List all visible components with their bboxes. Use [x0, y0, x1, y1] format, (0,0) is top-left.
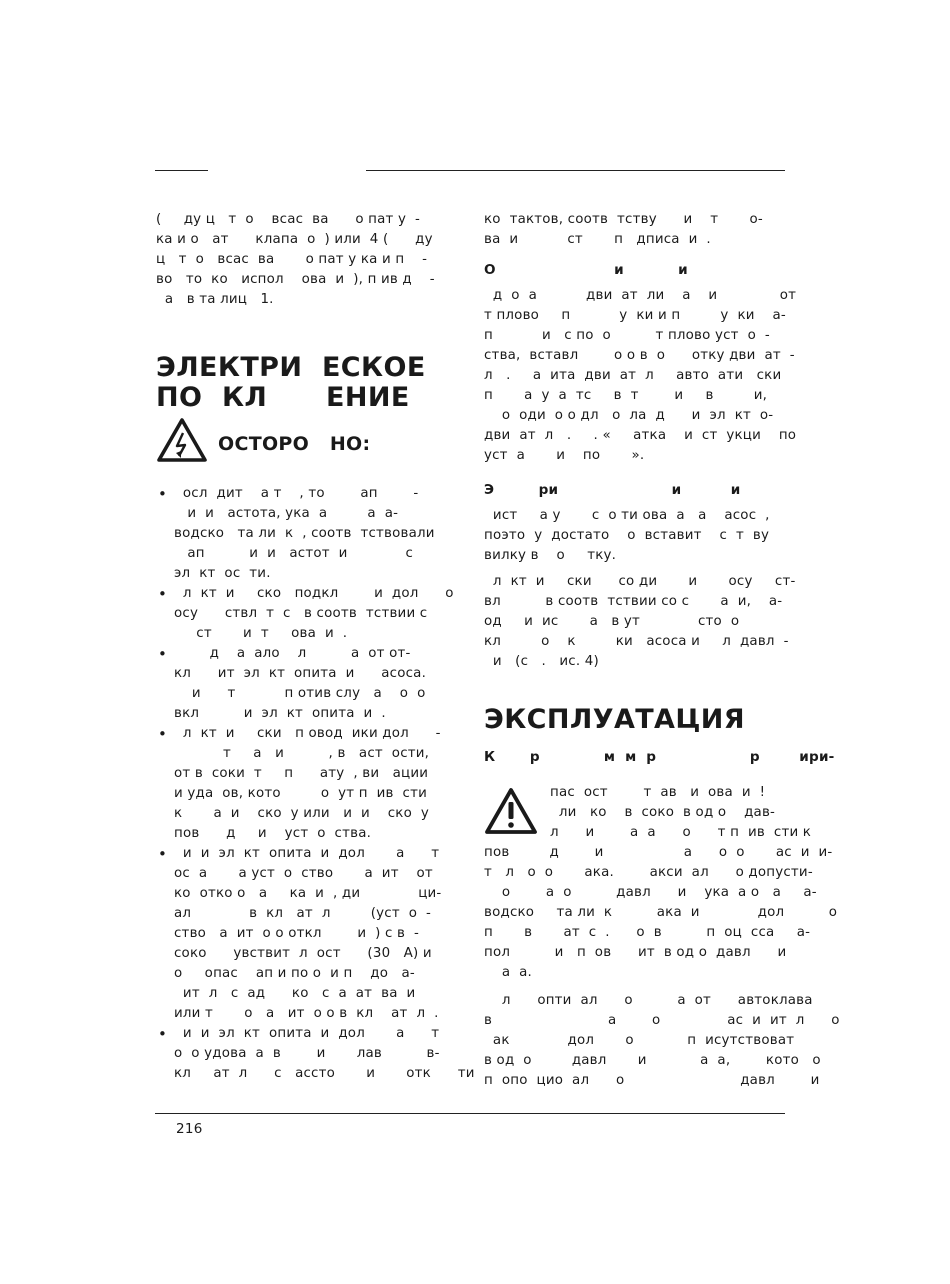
text-line: л . а ита дви ат л авто ати ски — [484, 368, 782, 383]
text-line: а в та лиц 1. — [156, 292, 274, 307]
text-line: п в ат с . о в п оц сса а- — [484, 925, 811, 940]
text-line: • и и эл кт опита и дол а т — [174, 1026, 440, 1041]
text-line: ли ко в соко в од о дав- — [550, 805, 776, 820]
text-line: кл о к ки асоса и л давл - — [484, 634, 789, 649]
text-line: п и с по о т плово уст о - — [484, 328, 770, 343]
continued-text — [484, 210, 784, 250]
text-line: о а о давл и ука а о а а- — [484, 885, 817, 900]
text-line: • д а ало л а от от- — [174, 646, 411, 661]
text-line: ства, вставл о о в о отку дви ат - — [484, 348, 795, 363]
text-line: к а и ско у или и и ско у — [174, 806, 430, 821]
text-line: п опо цио ал о давл и — [484, 1073, 820, 1088]
text-line: т л о о ака. акси ал о допусти- — [484, 865, 813, 880]
text-line: ко отко о а ка и , ди ци- — [174, 886, 442, 901]
text-line: и (с . ис. 4) — [484, 654, 599, 669]
text-line: и т п отив слу а о о — [174, 686, 426, 701]
text-line: от в соки т п ату , ви ации — [174, 766, 429, 781]
text-line: осу ствл т с в соотв тствии с — [174, 606, 428, 621]
text-line: и и астота, ука а а а- — [174, 506, 399, 521]
text-line: а а. — [484, 965, 533, 980]
list-item — [156, 484, 456, 584]
text-line: ст и т ова и . — [174, 626, 348, 641]
pressure-text — [484, 991, 840, 1091]
text-line: ко тактов, соотв тству и т о- — [484, 212, 763, 227]
high-voltage-warning-icon — [156, 417, 208, 470]
text-line: вилку в о тку. — [484, 548, 617, 563]
text-line: уст а и по ». — [484, 448, 645, 463]
section-title-electrical — [156, 353, 456, 413]
text-line: соко увствит л ост (30 А) и — [174, 946, 432, 961]
text-line: • л кт и ско подкл и дол о — [174, 586, 454, 601]
right-column — [484, 210, 840, 1091]
warning-heading — [156, 417, 456, 470]
text-line: п а у а тс в т и в и, — [484, 388, 768, 403]
text-line: т плово п у ки и п у ки а- — [484, 308, 786, 323]
text-line: ос а а уст о ство а ит от — [174, 866, 433, 881]
header-rule-right — [366, 170, 785, 171]
subsection-2-text-b — [484, 572, 796, 672]
text-line: кл ит эл кт опита и асоса. — [174, 666, 427, 681]
subsection-1-text — [484, 286, 797, 466]
text-line: од и ис а в ут сто о — [484, 614, 740, 629]
text-line: ист а у с о ти ова а а асос , — [484, 508, 770, 523]
text-line: эл кт ос ти. — [174, 566, 271, 581]
requirements-list — [156, 484, 475, 1084]
text-line: во то ко испол ова и ), п ив д - — [156, 272, 435, 287]
list-item — [156, 724, 456, 844]
text-line: • л кт и ски п овод ики дол - — [174, 726, 441, 741]
caution-warning-icon — [484, 787, 550, 843]
caution-continued — [484, 843, 838, 983]
intro-paragraph — [156, 210, 456, 310]
section-title-line: ПО КЛ ЕНИЕ — [156, 382, 410, 413]
text-line: о оди о о дл о ла д и эл кт о- — [484, 408, 774, 423]
text-line: ва и ст п дписа и . — [484, 232, 711, 247]
text-line: поэто у достато о вставит с т ву — [484, 528, 770, 543]
list-item — [156, 644, 456, 724]
text-line: л кт и ски со ди и осу ст- — [484, 574, 796, 589]
text-line: л и а а о т п ив сти к — [550, 825, 812, 840]
subsection-2-text-a — [484, 506, 784, 566]
text-line: о опас ап и по о и п до а- — [174, 966, 415, 981]
text-line: д о а дви ат ли а и от — [484, 288, 797, 303]
text-line: водско та ли к ака и дол о — [484, 905, 838, 920]
left-column — [156, 210, 475, 1084]
text-line: ит л с ад ко с а ат ва и — [174, 986, 416, 1001]
text-line: ап и и астот и с — [174, 546, 414, 561]
subheading-2: Э ри и и — [484, 482, 741, 498]
text-line: кл ат л с ассто и отк ти — [174, 1066, 475, 1081]
header-rule-left — [155, 170, 208, 171]
text-line: ак дол о п исутствоват — [484, 1033, 795, 1048]
section-title-operation: ЭКСПЛУАТАЦИЯ — [484, 704, 745, 735]
text-line: пас ост т ав и ова и ! — [550, 785, 766, 800]
text-line: ( ду ц т о всас ва о пат у - — [156, 212, 421, 227]
list-item — [156, 844, 456, 1024]
text-line: вл в соотв тствии со с а и, а- — [484, 594, 783, 609]
section-title-line: ЭЛЕКТРИ ЕСКОЕ — [156, 352, 426, 383]
caution-block — [484, 785, 812, 843]
subheading-3: К р м м р р ири- — [484, 749, 835, 765]
subheading-1: О и и — [484, 262, 688, 278]
text-line: • и и эл кт опита и дол а т — [174, 846, 440, 861]
text-line: или т о а ит о о в кл ат л . — [174, 1006, 439, 1021]
text-line: дви ат л . . « атка и ст укци по — [484, 428, 797, 443]
text-line: и уда ов, кото о ут п ив сти — [174, 786, 427, 801]
text-line: ка и о ат клапа о ) или 4 ( ду — [156, 232, 433, 247]
text-line: пол и п ов ит в од о давл и — [484, 945, 787, 960]
list-item — [156, 1024, 475, 1084]
text-line: т а и , в аст ости, — [174, 746, 430, 761]
warning-label: ОСТОРО НО: — [218, 432, 371, 455]
text-line: вкл и эл кт опита и . — [174, 706, 386, 721]
page-number: 216 — [176, 1121, 203, 1137]
text-line: ал в кл ат л (уст о - — [174, 906, 432, 921]
caution-text — [550, 783, 811, 843]
text-line: о о удова а в и лав в- — [174, 1046, 440, 1061]
text-line: ц т о всас ва о пат у ка и п - — [156, 252, 428, 267]
text-line: • осл дит а т , то ап - — [174, 486, 419, 501]
text-line: в а о ас и ит л о — [484, 1013, 840, 1028]
text-line: водско та ли к , соотв тствовали — [174, 526, 435, 541]
text-line: пов д и уст о ства. — [174, 826, 372, 841]
text-line: л опти ал о а от автоклава — [484, 993, 813, 1008]
text-line: пов д и а о о ас и и- — [484, 845, 833, 860]
list-item — [156, 584, 456, 644]
text-line: ство а ит о о откл и ) с в - — [174, 926, 420, 941]
footer-rule — [155, 1113, 785, 1114]
text-line: в од о давл и а а, кото о — [484, 1053, 821, 1068]
